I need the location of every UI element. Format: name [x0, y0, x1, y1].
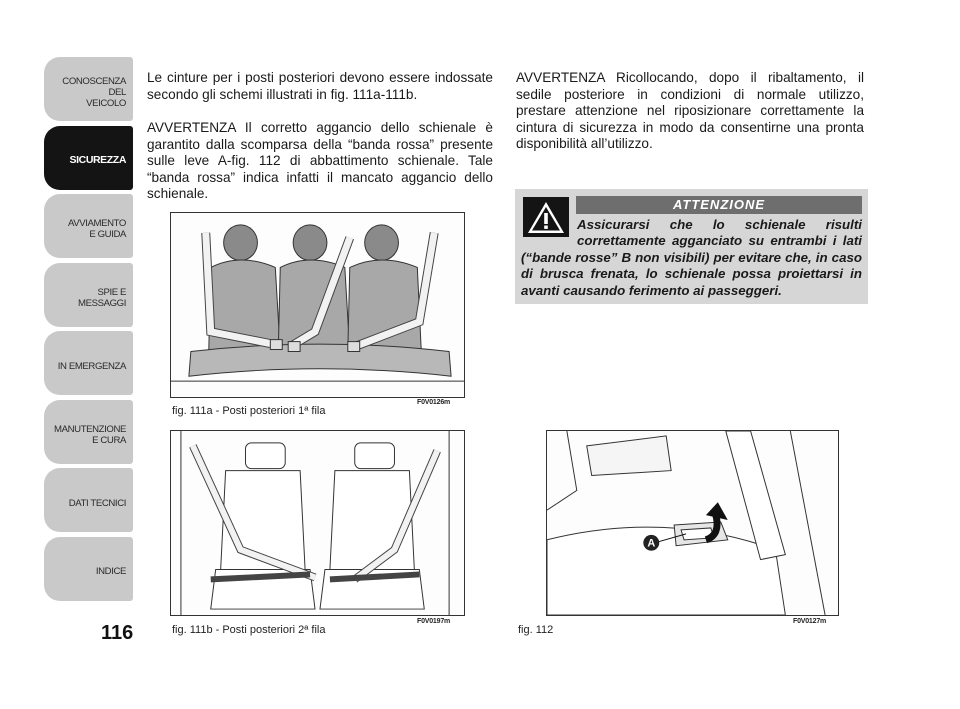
attention-text: Assicurarsi che lo schienale risulti correttamente agganciato su entrambi i lati (“bande rosse” B non visibili) per evitare che, in caso di brusca frenata, lo schienale possa proiettarsi in avanti causando ferimento ai passeggeri. [521, 217, 862, 298]
tab-indice[interactable] [44, 537, 133, 601]
callout-marker-a: A [647, 537, 656, 550]
tab-label: DATI TECNICI [68, 497, 126, 509]
tab-manutenzione-e-cura[interactable] [44, 400, 133, 464]
figure-code: F0V0126m [417, 399, 451, 406]
figure-111b-second-row-seats [170, 430, 465, 616]
tab-label: SICUREZZA [69, 154, 126, 166]
backrest-lever-illustration [547, 431, 838, 615]
paragraph-seatbelt-schemes: Le cinture per i posti posteriori devono essere indossate secondo gli schemi illustrati in fig. 111a-111b. [147, 70, 493, 102]
tab-avviamento-e-guida[interactable] [44, 194, 133, 258]
figure-caption: fig. 111b - Posti posteriori 2ª fila [172, 624, 326, 636]
figure-code: F0V0197m [417, 618, 451, 625]
tab-label: MANUTENZIONE E CURA [54, 423, 126, 446]
figure-111a-first-row-seats [170, 212, 465, 398]
tab-label: IN EMERGENZA [57, 360, 126, 372]
tab-label: CONOSCENZA DEL VEICOLO [62, 75, 126, 109]
tab-conoscenza-del-veicolo[interactable] [44, 57, 133, 121]
tab-label: AVVIAMENTO E GUIDA [67, 218, 126, 240]
attention-title: ATTENZIONE [576, 196, 862, 214]
tab-in-emergenza[interactable] [44, 331, 133, 395]
tab-label: INDICE [95, 566, 126, 577]
tab-label: SPIE E MESSAGGI [78, 286, 126, 309]
page-number: 116 [101, 622, 134, 644]
attention-box [515, 189, 868, 304]
seatbelt-second-row-illustration [171, 431, 464, 615]
tab-sicurezza[interactable] [44, 126, 133, 190]
figure-caption: fig. 112 [518, 624, 554, 636]
tab-spie-e-messaggi[interactable] [44, 263, 133, 327]
figure-caption: fig. 111a - Posti posteriori 1ª fila [172, 405, 326, 417]
seatbelt-first-row-illustration [171, 213, 464, 397]
figure-112-backrest-lever [546, 430, 839, 616]
tab-dati-tecnici[interactable] [44, 468, 133, 532]
section-tabs [44, 57, 133, 605]
paragraph-backrest-warning: AVVERTENZA Il corretto aggancio dello schienale è garantito dalla scomparsa della “banda rossa” presente sulle leve A-fig. 112 di abbattimento schienale. Tale “banda rossa” indica infatti il mancato aggancio dello schienale. [147, 120, 493, 202]
figure-code: F0V0127m [793, 618, 827, 625]
paragraph-repositioning-warning: AVVERTENZA Ricollocando, dopo il ribaltamento, il sedile posteriore in condizioni di normale utilizzo, prestare attenzione nel riposizionare correttamente la cintura di sicurezza in modo da consentirne una pronta disponibilità all’utilizzo. [516, 70, 864, 152]
